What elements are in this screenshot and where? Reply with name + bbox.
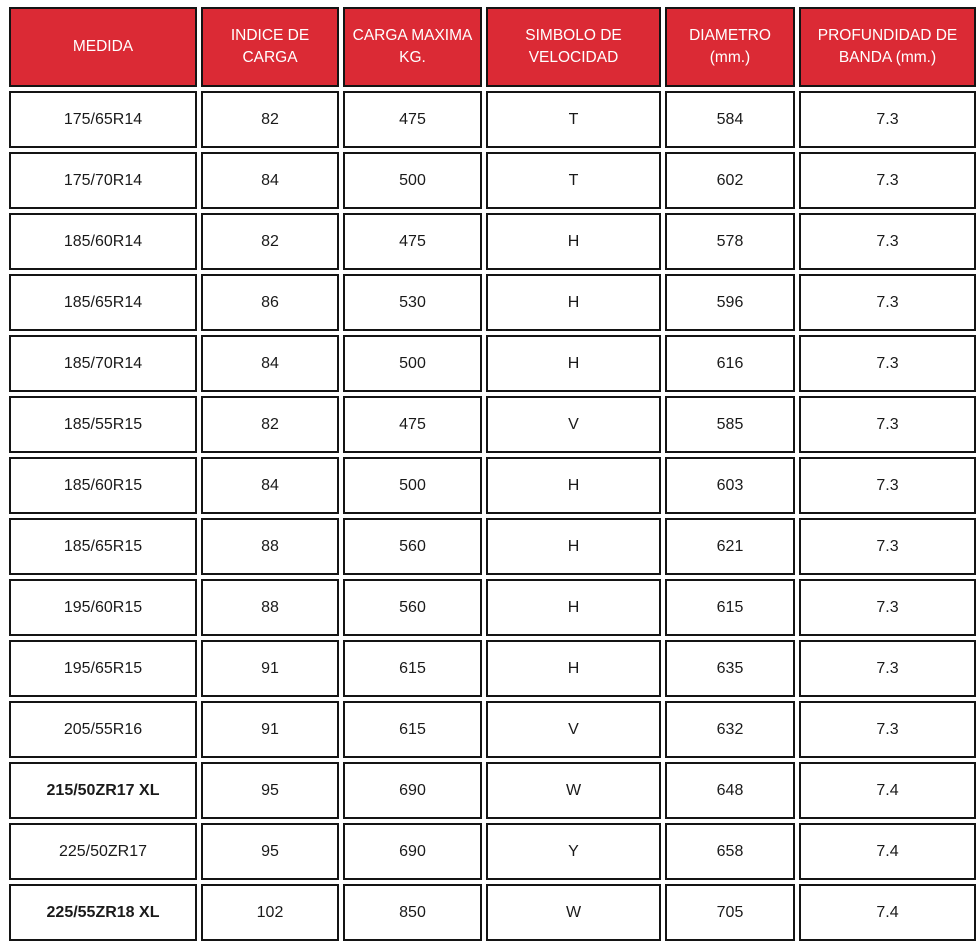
cell-indice-de-carga: 84 bbox=[201, 457, 339, 514]
cell-simbolo-de-velocidad: H bbox=[486, 213, 661, 270]
cell-medida: 185/65R14 bbox=[9, 274, 197, 331]
cell-profundidad-de-banda: 7.3 bbox=[799, 640, 976, 697]
cell-simbolo-de-velocidad: H bbox=[486, 518, 661, 575]
tire-spec-table bbox=[9, 7, 976, 943]
cell-diametro: 648 bbox=[665, 762, 795, 819]
cell-simbolo-de-velocidad: W bbox=[486, 884, 661, 941]
cell-carga-maxima: 500 bbox=[343, 457, 482, 514]
cell-diametro: 596 bbox=[665, 274, 795, 331]
cell-profundidad-de-banda: 7.3 bbox=[799, 457, 976, 514]
header-profundidad-de-banda: PROFUNDIDAD DE BANDA (mm.) bbox=[799, 7, 976, 87]
cell-simbolo-de-velocidad: H bbox=[486, 579, 661, 636]
cell-profundidad-de-banda: 7.4 bbox=[799, 884, 976, 941]
cell-carga-maxima: 690 bbox=[343, 823, 482, 880]
header-carga-maxima: CARGA MAXIMA KG. bbox=[343, 7, 482, 87]
cell-carga-maxima: 690 bbox=[343, 762, 482, 819]
cell-diametro: 632 bbox=[665, 701, 795, 758]
cell-medida: 205/55R16 bbox=[9, 701, 197, 758]
cell-indice-de-carga: 95 bbox=[201, 762, 339, 819]
cell-medida: 225/55ZR18 XL bbox=[9, 884, 197, 941]
cell-simbolo-de-velocidad: H bbox=[486, 457, 661, 514]
cell-carga-maxima: 850 bbox=[343, 884, 482, 941]
cell-indice-de-carga: 88 bbox=[201, 579, 339, 636]
cell-profundidad-de-banda: 7.3 bbox=[799, 518, 976, 575]
cell-profundidad-de-banda: 7.3 bbox=[799, 335, 976, 392]
cell-indice-de-carga: 84 bbox=[201, 152, 339, 209]
cell-profundidad-de-banda: 7.3 bbox=[799, 213, 976, 270]
cell-simbolo-de-velocidad: W bbox=[486, 762, 661, 819]
cell-indice-de-carga: 91 bbox=[201, 640, 339, 697]
cell-medida: 195/60R15 bbox=[9, 579, 197, 636]
cell-indice-de-carga: 102 bbox=[201, 884, 339, 941]
cell-simbolo-de-velocidad: H bbox=[486, 274, 661, 331]
cell-simbolo-de-velocidad: H bbox=[486, 335, 661, 392]
cell-carga-maxima: 500 bbox=[343, 335, 482, 392]
cell-diametro: 635 bbox=[665, 640, 795, 697]
cell-indice-de-carga: 82 bbox=[201, 213, 339, 270]
cell-carga-maxima: 475 bbox=[343, 213, 482, 270]
cell-medida: 175/65R14 bbox=[9, 91, 197, 148]
header-simbolo-de-velocidad: SIMBOLO DE VELOCIDAD bbox=[486, 7, 661, 87]
cell-carga-maxima: 500 bbox=[343, 152, 482, 209]
cell-medida: 185/70R14 bbox=[9, 335, 197, 392]
cell-diametro: 602 bbox=[665, 152, 795, 209]
cell-medida: 185/60R14 bbox=[9, 213, 197, 270]
cell-indice-de-carga: 86 bbox=[201, 274, 339, 331]
cell-carga-maxima: 560 bbox=[343, 579, 482, 636]
cell-diametro: 616 bbox=[665, 335, 795, 392]
cell-diametro: 585 bbox=[665, 396, 795, 453]
cell-profundidad-de-banda: 7.3 bbox=[799, 274, 976, 331]
cell-carga-maxima: 530 bbox=[343, 274, 482, 331]
cell-medida: 215/50ZR17 XL bbox=[9, 762, 197, 819]
cell-profundidad-de-banda: 7.3 bbox=[799, 91, 976, 148]
cell-medida: 195/65R15 bbox=[9, 640, 197, 697]
cell-carga-maxima: 475 bbox=[343, 91, 482, 148]
header-diametro: DIAMETRO (mm.) bbox=[665, 7, 795, 87]
cell-medida: 185/60R15 bbox=[9, 457, 197, 514]
cell-indice-de-carga: 95 bbox=[201, 823, 339, 880]
cell-profundidad-de-banda: 7.3 bbox=[799, 701, 976, 758]
cell-profundidad-de-banda: 7.4 bbox=[799, 823, 976, 880]
cell-profundidad-de-banda: 7.3 bbox=[799, 152, 976, 209]
cell-carga-maxima: 560 bbox=[343, 518, 482, 575]
cell-profundidad-de-banda: 7.4 bbox=[799, 762, 976, 819]
cell-profundidad-de-banda: 7.3 bbox=[799, 396, 976, 453]
cell-simbolo-de-velocidad: H bbox=[486, 640, 661, 697]
header-medida: MEDIDA bbox=[9, 7, 197, 87]
cell-indice-de-carga: 82 bbox=[201, 91, 339, 148]
cell-diametro: 658 bbox=[665, 823, 795, 880]
cell-simbolo-de-velocidad: V bbox=[486, 701, 661, 758]
cell-carga-maxima: 475 bbox=[343, 396, 482, 453]
cell-diametro: 621 bbox=[665, 518, 795, 575]
header-indice-de-carga: INDICE DE CARGA bbox=[201, 7, 339, 87]
cell-indice-de-carga: 88 bbox=[201, 518, 339, 575]
cell-simbolo-de-velocidad: V bbox=[486, 396, 661, 453]
cell-medida: 175/70R14 bbox=[9, 152, 197, 209]
cell-indice-de-carga: 91 bbox=[201, 701, 339, 758]
cell-diametro: 615 bbox=[665, 579, 795, 636]
cell-diametro: 584 bbox=[665, 91, 795, 148]
cell-medida: 185/55R15 bbox=[9, 396, 197, 453]
cell-simbolo-de-velocidad: Y bbox=[486, 823, 661, 880]
cell-indice-de-carga: 82 bbox=[201, 396, 339, 453]
cell-diametro: 578 bbox=[665, 213, 795, 270]
cell-carga-maxima: 615 bbox=[343, 701, 482, 758]
cell-medida: 225/50ZR17 bbox=[9, 823, 197, 880]
cell-indice-de-carga: 84 bbox=[201, 335, 339, 392]
cell-diametro: 705 bbox=[665, 884, 795, 941]
cell-diametro: 603 bbox=[665, 457, 795, 514]
cell-profundidad-de-banda: 7.3 bbox=[799, 579, 976, 636]
cell-simbolo-de-velocidad: T bbox=[486, 91, 661, 148]
cell-simbolo-de-velocidad: T bbox=[486, 152, 661, 209]
cell-carga-maxima: 615 bbox=[343, 640, 482, 697]
cell-medida: 185/65R15 bbox=[9, 518, 197, 575]
